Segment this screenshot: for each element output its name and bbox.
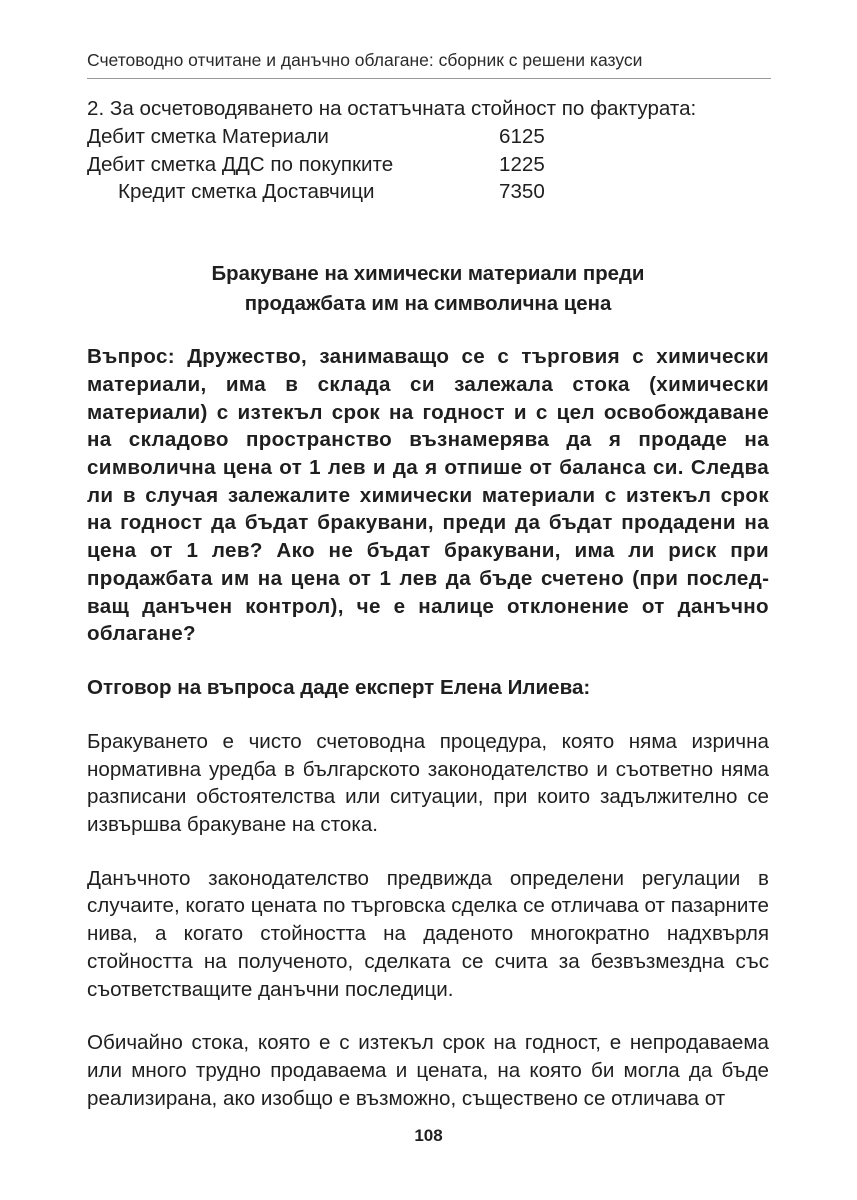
entry-amount: 7350 (499, 180, 545, 204)
section-title-line: продажбата им на символична цена (244, 293, 612, 316)
entry-amount: 6125 (499, 124, 545, 148)
entry-label: Дебит сметка ДДС по покупките (87, 152, 394, 176)
entry-row (87, 123, 769, 151)
entry-label: Дебит сметка Материали (87, 124, 329, 148)
answer-intro: Отговор на въпроса даде експерт Елена Илиева: (87, 675, 591, 699)
body-paragraph: Бракуването е чисто счетоводна процедура, която няма изрична нормативна уредба в българското законодателство и съответно няма разписани обстоятелства или ситуации, при които задължително се извършва бракуване на стока. (87, 729, 769, 837)
question-paragraph: Въпрос: Дружество, занимаващо се с търговия с химически материали, има в склада си залежала стока (химически материали) с изтекъл срок на годност и с цел освобождаване на складово пространство възнамерява да я продаде на символична цена от 1 лев и да я отпише от баланса си. Следва ли в случая залежалите химически материали с изтекъл срок на годност да бъдат бракувани, преди да бъдат продадени на цена от 1 лев? Ако не бъдат бракувани, има ли риск при продажбата им на цена от 1 лев да бъде счетено (при последващ данъчен контрол), че е налице отклонение от данъчно облагане? (87, 345, 769, 646)
body-paragraph: Обичайно стока, която е с изтекъл срок на годност, е непродаваема или много трудно продаваема и цената, на която би могла да бъде реализирана, ако изобщо е възможно, съществено се отличава от (87, 1031, 769, 1110)
page-number: 108 (414, 1126, 443, 1145)
body-paragraph: Данъчното законодателство предвижда определени регулации в случаите, когато цената по търговска сделка се отличава от пазарните нива, а когато стойността на даденото многократно надхвърля стойността на полученото, сделката се счита за безвъзмездна със съответстващите данъчни последици. (87, 866, 769, 1001)
entry-row (87, 151, 769, 179)
entry-row (87, 178, 769, 206)
entry-amount: 1225 (499, 152, 545, 176)
entries-intro: 2. За осчетоводяването на остатъчната стойност по фактурата: (87, 97, 697, 120)
section-title-line: Бракуване на химически материали преди (211, 263, 645, 286)
page-content (87, 95, 769, 1112)
section-title (87, 259, 769, 319)
running-header: Счетоводно отчитане и данъчно облагане: сборник с решени казуси (87, 48, 771, 79)
entry-label: Кредит сметка Доставчици (118, 180, 375, 204)
accounting-entries (87, 95, 769, 206)
